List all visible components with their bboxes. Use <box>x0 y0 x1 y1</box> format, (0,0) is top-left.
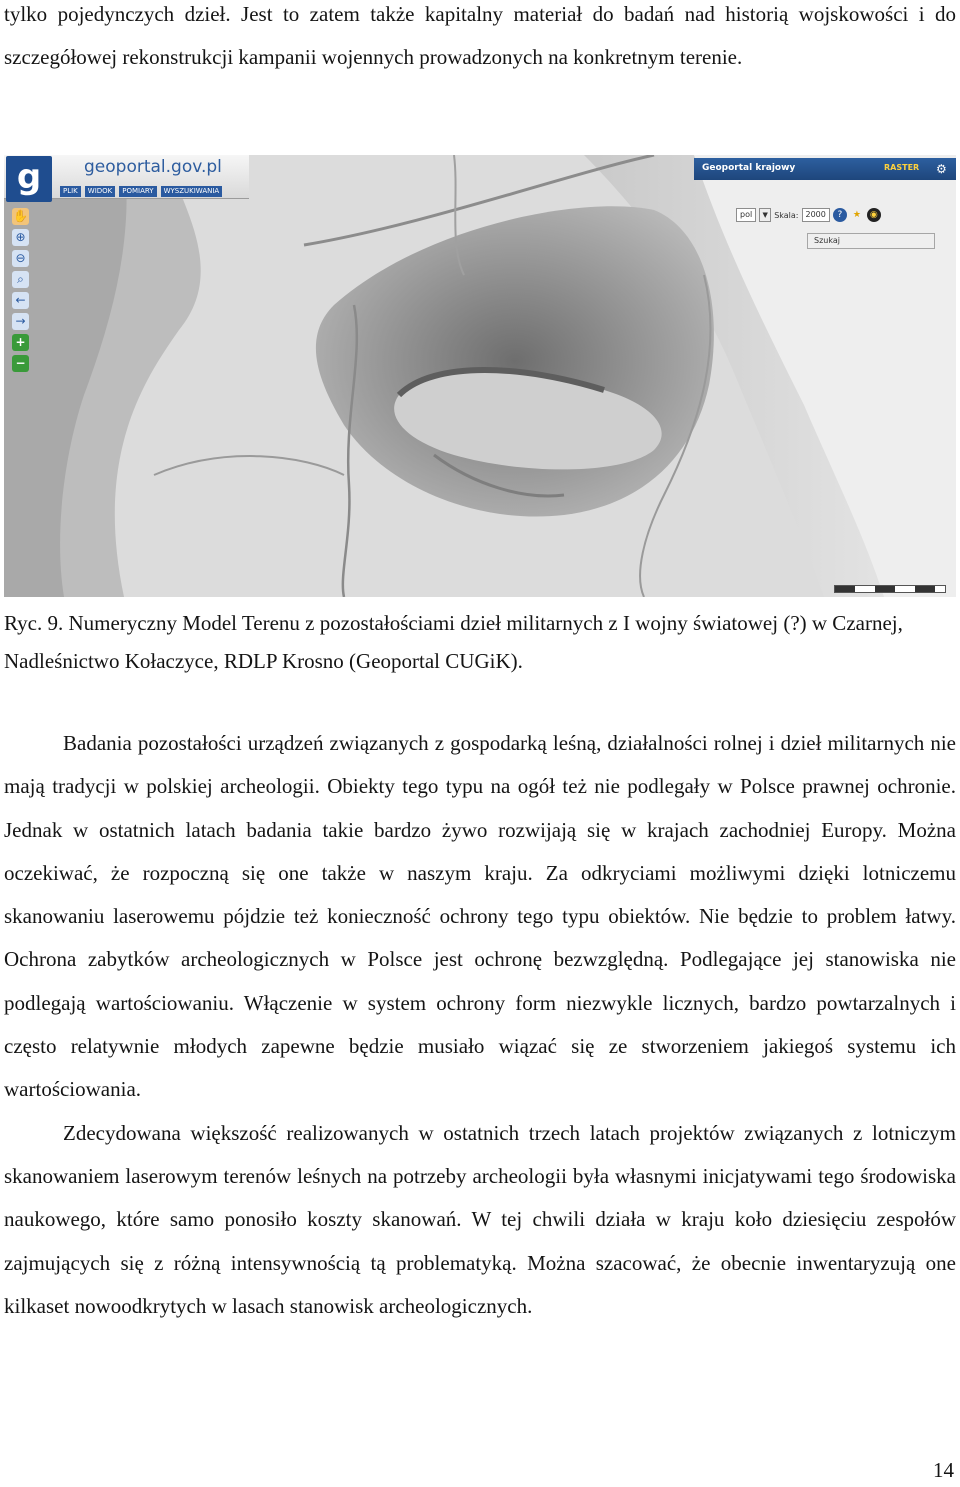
geoportal-logo-icon: g <box>6 156 52 202</box>
scale-label: Skala: <box>774 210 799 220</box>
geoportal-menu <box>60 186 222 197</box>
star-icon[interactable]: ★ <box>852 210 861 220</box>
paragraph: Badania pozostałości urządzeń związanych z gospodarką leśną, działalności rolnej i dzieł militarnych nie mają tradycji w polskiej archeologii. Obiekty tego typu na ogół też nie podlegały w Polsce prawnej ochronie. Jednak w ostatnich latach badania takie bardzo żywo rozwijają się w krajach zachodniej Europy. Można oczekiwać, że rozpoczną się one także w naszym kraju. Za odkryciami możliwymi dzięki lotniczemu skanowaniu laserowemu pójdzie też konieczność ochrony tego typu obiektów. Nie będzie to problem łatwy. Ochrona zabytków archeologicznych w Polsce jest ochronę bezwzględną. Podlegające jej stanowiska nie podlegają wartościowaniu. Włączenie w system ochrony form niezwykle licznych, bardzo powtarzalnych i często relatywnie młodych zapewne będzie musiało wiązać się ze stworzeniem jakiegoś systemu ich wartościowania. <box>4 731 956 1102</box>
map-toolbar <box>12 208 30 376</box>
zoom-in-icon[interactable]: ⊕ <box>12 229 29 246</box>
hand-pan-icon[interactable]: ✋ <box>13 209 28 223</box>
menu-wyszukiwania[interactable]: WYSZUKIWANIA <box>161 186 223 197</box>
raster-mode-label[interactable]: RASTER <box>884 163 920 172</box>
chevron-down-icon[interactable]: ▼ <box>759 208 771 222</box>
body-text <box>4 722 956 1328</box>
zoom-area-icon[interactable]: ⌕ <box>12 271 29 288</box>
eye-icon[interactable]: ◉ <box>867 208 881 222</box>
arrow-left-icon[interactable]: ← <box>12 292 29 309</box>
scale-controls <box>736 208 881 222</box>
geoportal-header <box>4 155 249 199</box>
minus-icon[interactable]: − <box>12 355 29 372</box>
scale-input[interactable]: 2000 <box>802 208 830 222</box>
zoom-out-icon[interactable]: ⊖ <box>12 250 29 267</box>
menu-pomiary[interactable]: POMIARY <box>119 186 156 197</box>
search-input[interactable]: Szukaj <box>807 233 935 249</box>
geoportal-side-panel <box>694 155 956 243</box>
settings-icon[interactable]: ⚙ <box>936 162 947 176</box>
panel-header <box>694 158 956 180</box>
figure-caption: Ryc. 9. Numeryczny Model Terenu z pozostałościami dzieł militarnych z I wojny światowej (?) w Czarnej, Nadleśnictwo Kołaczyce, RDLP Krosno (Geoportal CUGiK). <box>4 611 903 673</box>
menu-widok[interactable]: WIDOK <box>85 186 115 197</box>
page-number: 14 <box>933 1458 954 1482</box>
arrow-right-icon[interactable]: → <box>12 313 29 330</box>
geoportal-site-name: geoportal.gov.pl <box>84 157 222 177</box>
map-scale-bar <box>834 585 946 593</box>
geoportal-map-figure <box>4 155 956 597</box>
paragraph: Zdecydowana większość realizowanych w ostatnich trzech latach projektów związanych z lotniczym skanowaniem laserowym terenów leśnych na potrzeby archeologii była własnymi inicjatywami tego środowiska naukowego, które samo ponosiło koszty skanowań. W tej chwili działa w kraju koło dziesięciu zespołów zajmujących się z różną intensywnością tą problematyką. Można szacować, że obecnie inwentaryzują one kilkaset nowoodkrytych w lasach stanowisk archeologicznych. <box>4 1120 956 1318</box>
menu-plik[interactable]: PLIK <box>60 186 81 197</box>
plus-icon[interactable]: + <box>12 334 29 351</box>
panel-title: Geoportal krajowy <box>702 163 796 173</box>
help-icon[interactable]: ? <box>833 208 847 222</box>
intro-text <box>4 0 956 79</box>
intro-paragraph: tylko pojedynczych dzieł. Jest to zatem także kapitalny materiał do badań nad historią wojskowości i do szczegółowej rekonstrukcji kampanii wojennych prowadzonych na konkretnym terenie. <box>4 2 956 69</box>
unit-select[interactable]: pol <box>736 208 756 222</box>
